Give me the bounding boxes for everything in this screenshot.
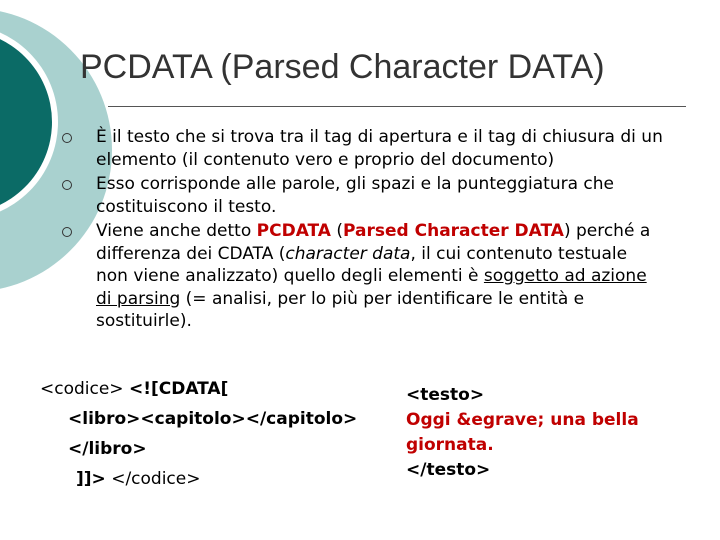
code-line: </testo>: [406, 460, 491, 480]
code-example-cdata: [40, 374, 357, 494]
bullet-line: Esso corrisponde alle parole, gli spazi e la punteggiatura che: [96, 174, 615, 194]
bullet-line: sostituirle).: [96, 311, 192, 331]
slide-title: PCDATA (Parsed Character DATA): [80, 48, 605, 86]
pcdata-term: PCDATA: [256, 221, 331, 241]
bullet-line: [96, 265, 712, 288]
bullet-item: [62, 173, 712, 218]
cdata-close: ]]>: [76, 469, 106, 489]
code-line: </libro>: [68, 439, 147, 459]
code-line: giornata.: [406, 435, 494, 455]
code-example-pcdata: [406, 383, 639, 483]
bullet-item: [62, 220, 712, 333]
bullet-list: [62, 126, 712, 335]
bullet-line: [96, 220, 712, 243]
italic-term: character data: [285, 243, 411, 264]
bullet-item: [62, 126, 712, 171]
bullet-line: È il testo che si trova tra il tag di apertura e il tag di chiusura di un: [96, 127, 663, 147]
parsed-character-data-term: Parsed Character DATA: [343, 221, 564, 241]
bullet-circle-icon: [62, 180, 72, 190]
bullet-line: costituiscono il testo.: [96, 196, 277, 217]
text: Viene anche detto: [96, 221, 257, 241]
bullet-circle-icon: [62, 133, 72, 143]
code-line: <testo>: [406, 385, 485, 405]
code-tag: </codice>: [105, 469, 201, 489]
text: ) perché a: [563, 221, 651, 241]
title-divider: [108, 106, 686, 107]
underlined-text: soggetto ad azione: [483, 266, 647, 286]
cdata-open: <![CDATA[: [128, 379, 229, 399]
bullet-line: elemento (il contenuto vero e proprio del documento): [96, 149, 555, 170]
text: (= analisi, per lo più per identificare le entità e: [180, 288, 585, 309]
bullet-line: [96, 243, 712, 266]
text: (: [330, 221, 344, 241]
text: , il cui contenuto testuale: [410, 243, 628, 264]
text: non viene analizzato) quello degli elementi è: [96, 266, 484, 286]
bullet-circle-icon: [62, 227, 72, 237]
text: differenza dei CDATA (: [96, 243, 286, 264]
code-line: [40, 374, 357, 404]
code-line: Oggi &egrave; una bella: [406, 410, 639, 430]
bullet-line: [96, 288, 712, 311]
code-line: <libro><capitolo></capitolo>: [68, 409, 358, 429]
code-line: [40, 464, 357, 494]
underlined-text: di parsing: [96, 288, 181, 309]
code-tag: <codice>: [40, 379, 129, 399]
